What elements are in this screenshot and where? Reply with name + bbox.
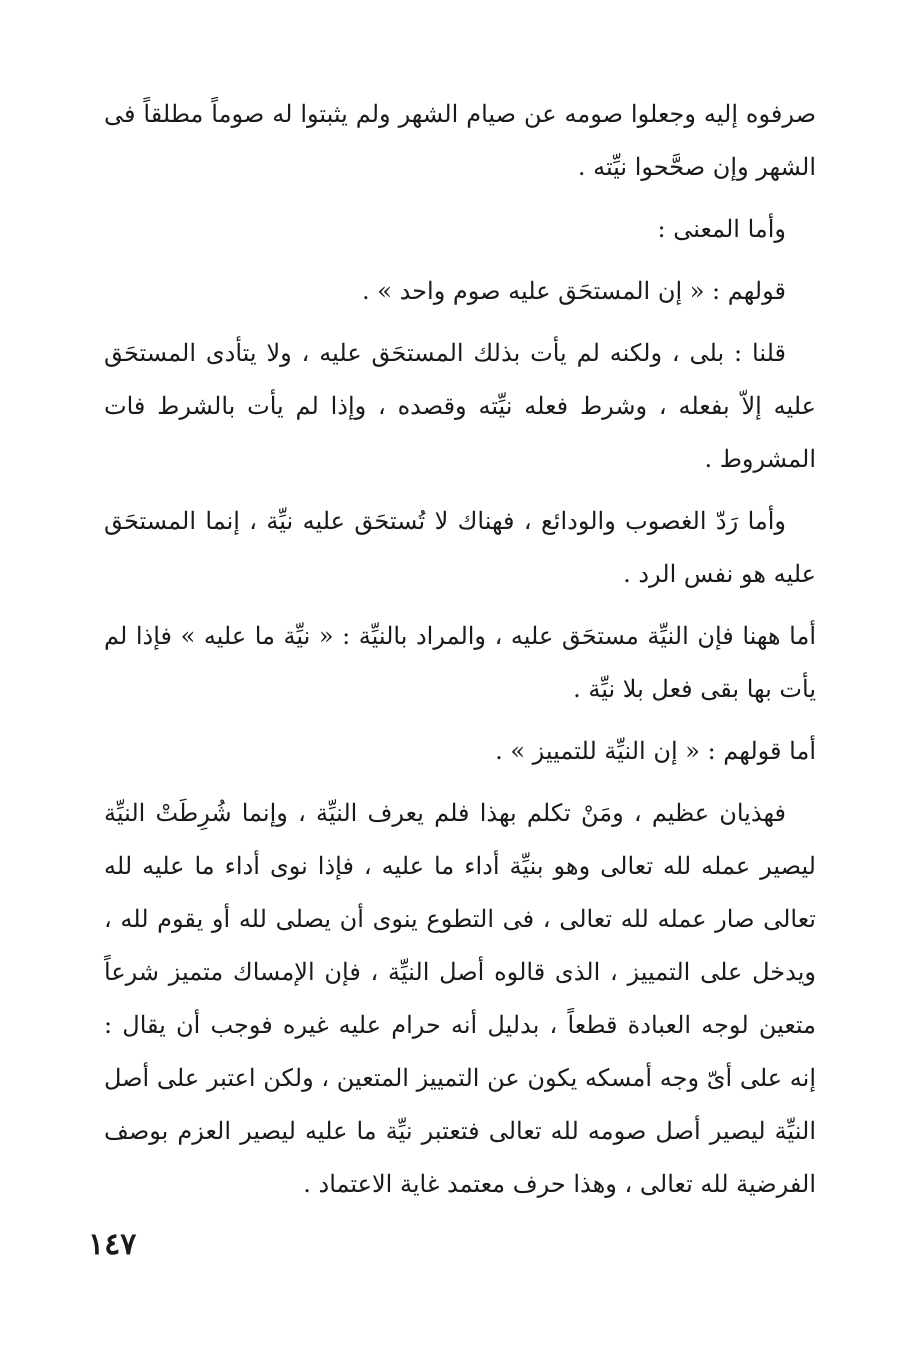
paragraph-1: صرفوه إليه وجعلوا صومه عن صيام الشهر ولم يثبتوا له صوماً مطلقاً فى الشهر وإن صحَّحوا نيِّته . <box>104 100 816 181</box>
paragraph-3: قولهم : « إن المستحَق عليه صوم واحد » . <box>362 277 786 305</box>
page-number: ١٤٧ <box>88 1227 137 1262</box>
body-text <box>104 88 816 1211</box>
paragraph-6: أما ههنا فإن النيِّة مستحَق عليه ، والمراد بالنيِّة : « نيِّة ما عليه » فإذا لم يأت بها بقى فعل بلا نيِّة . <box>104 622 816 703</box>
paragraph-2: وأما المعنى : <box>657 215 786 243</box>
paragraph-4: قلنا : بلى ، ولكنه لم يأت بذلك المستحَق عليه ، ولا يتأدى المستحَق عليه إلاّ بفعله ، وشرط فعله نيِّته وقصده ، وإذا لم يأت بالشرط فات المشروط . <box>104 339 817 473</box>
paragraph-8: فهذيان عظيم ، ومَنْ تكلم بهذا فلم يعرف النيِّة ، وإنما شُرِطَتْ النيِّة ليصير عمله لله تعالى وهو بنيِّة أداء ما عليه ، فإذا نوى أداء ما عليه لله تعالى صار عمله لله تعالى ، فى التطوع ينوى أن يصلى لله أو يقوم لله ، ويدخل على التمييز ، الذى قالوه أصل النيِّة ، فإن الإمساك متميز شرعاً متعين لوجه العبادة قطعاً ، بدليل أنه حرام عليه غيره فوجب أن يقال : إنه على أىّ وجه أمسكه يكون عن التمييز المتعين ، ولكن اعتبر على أصل النيِّة ليصير أصل صومه لله تعالى فتعتبر نيِّة ما عليه ليصير العزم بوصف الفرضية لله تعالى ، وهذا حرف معتمد غاية الاعتماد . <box>104 799 817 1198</box>
paragraph-7: أما قولهم : « إن النيِّة للتمييز » . <box>495 737 816 765</box>
paragraph-5: وأما رَدّ الغصوب والودائع ، فهناك لا تُستحَق عليه نيِّة ، إنما المستحَق عليه هو نفس الرد . <box>104 507 816 588</box>
